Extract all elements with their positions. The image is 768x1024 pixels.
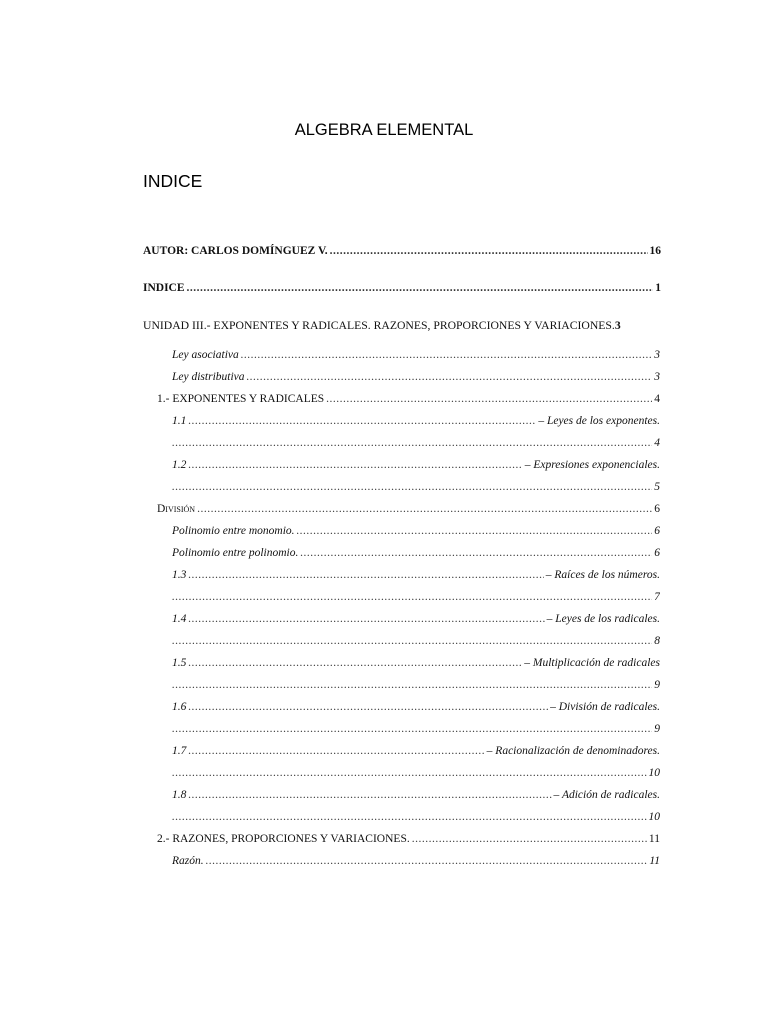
- toc-entry-1-1[interactable]: [172, 414, 660, 429]
- toc-entry-1-7-page[interactable]: [172, 766, 660, 781]
- toc-entry-suffix: – Expresiones exponenciales.: [524, 459, 660, 471]
- toc-leader-dots: [330, 244, 648, 259]
- toc-leader-dots: [188, 612, 544, 627]
- toc-entry-1-2-page[interactable]: [172, 480, 660, 495]
- toc-leader-dots: [188, 656, 522, 671]
- toc-entry-1-3[interactable]: [172, 568, 660, 583]
- toc-leader-dots: [297, 524, 653, 539]
- toc-page-number: 6: [654, 525, 660, 537]
- toc-entry-1-1-page[interactable]: [172, 436, 660, 451]
- toc-leader-dots: [247, 370, 653, 385]
- toc-entry-1-5[interactable]: [172, 656, 660, 671]
- toc-entry-label: 1.7: [172, 745, 187, 757]
- toc-entry-suffix: – Leyes de los radicales.: [546, 613, 660, 625]
- toc-page-number: 8: [654, 635, 660, 647]
- toc-entry-polinomio-monomio[interactable]: [172, 524, 660, 539]
- toc-entry-suffix: – Leyes de los exponentes.: [538, 415, 660, 427]
- toc-entry-1-6-page[interactable]: [172, 722, 660, 737]
- toc-entry-1-8-page[interactable]: [172, 810, 660, 825]
- toc-leader-dots: [197, 502, 652, 517]
- toc-entry-label: 1.1: [172, 415, 187, 427]
- toc-entry-label: Razón.: [172, 855, 204, 867]
- toc-page-number: 1: [655, 282, 661, 294]
- toc-page-number: 9: [654, 679, 660, 691]
- toc-entry-label: 1.4: [172, 613, 187, 625]
- toc-leader-dots: [172, 722, 652, 737]
- toc-leader-dots: [172, 480, 652, 495]
- toc-entry-razones-proporciones[interactable]: [157, 832, 660, 847]
- toc-entry-suffix: – Adición de radicales.: [553, 789, 660, 801]
- toc-leader-dots: [241, 348, 653, 363]
- toc-page-number: 10: [648, 767, 660, 779]
- toc-entry-polinomio-polinomio[interactable]: [172, 546, 660, 561]
- toc-entry-1-5-page[interactable]: [172, 678, 660, 693]
- toc-leader-dots: [172, 436, 652, 451]
- toc-leader-dots: [188, 414, 536, 429]
- toc-leader-dots: [326, 392, 652, 407]
- toc-page-number: 4: [654, 393, 660, 405]
- toc-entry-label: 1.3: [172, 569, 187, 581]
- toc-leader-dots: [172, 766, 647, 781]
- toc-leader-dots: [187, 281, 654, 296]
- toc-leader-dots: [172, 678, 652, 693]
- toc-entry-1-4[interactable]: [172, 612, 660, 627]
- toc-entry-indice[interactable]: [143, 281, 661, 296]
- toc-leader-dots: [188, 458, 522, 473]
- toc-page-number: 11: [649, 855, 660, 867]
- toc-entry-suffix: – División de radicales.: [550, 701, 660, 713]
- toc-entry-1-3-page[interactable]: [172, 590, 660, 605]
- toc-page-number: 3: [614, 319, 621, 332]
- toc-page-number: 3: [654, 371, 660, 383]
- toc-entry-label: 1.2: [172, 459, 187, 471]
- toc-page-number: 4: [654, 437, 660, 449]
- toc-entry-label: Polinomio entre monomio.: [172, 525, 295, 537]
- toc-entry-1-8[interactable]: [172, 788, 660, 803]
- toc-leader-dots: [206, 854, 648, 869]
- toc-entry-1-4-page[interactable]: [172, 634, 660, 649]
- toc-leader-dots: [188, 700, 548, 715]
- toc-page-number: 16: [649, 245, 661, 257]
- toc-entry-author[interactable]: [143, 244, 661, 259]
- toc-entry-label: 2.- RAZONES, PROPORCIONES Y VARIACIONES.: [157, 833, 410, 845]
- toc-page-number: 5: [654, 481, 660, 493]
- toc-entry-unidad-iii[interactable]: [143, 318, 661, 333]
- toc-entry-ley-asociativa[interactable]: [172, 348, 660, 363]
- toc-leader-dots: [300, 546, 652, 561]
- toc-entry-1-7[interactable]: [172, 744, 660, 759]
- toc-leader-dots: [188, 788, 551, 803]
- toc-entry-label: Polinomio entre polinomio.: [172, 547, 299, 559]
- toc-entry-suffix: – Multiplicación de radicales: [524, 657, 660, 669]
- index-heading: INDICE: [143, 171, 203, 191]
- toc-entry-label: AUTOR: CARLOS DOMÍNGUEZ V.: [143, 245, 328, 257]
- toc-entry-suffix: – Raíces de los números.: [545, 569, 660, 581]
- toc-page-number: 6: [654, 503, 660, 515]
- toc-entry-1-6[interactable]: [172, 700, 660, 715]
- toc-leader-dots: [172, 590, 652, 605]
- toc-entry-label: Ley distributiva: [172, 371, 245, 383]
- toc-entry-razon[interactable]: [172, 854, 660, 869]
- toc-entry-label: Ley asociativa: [172, 349, 239, 361]
- toc-leader-dots: [188, 568, 543, 583]
- toc-leader-dots: [188, 744, 484, 759]
- toc-leader-dots: [172, 634, 652, 649]
- toc-page-number: 3: [654, 349, 660, 361]
- toc-leader-dots: [172, 810, 647, 825]
- toc-entry-label: UNIDAD III.- EXPONENTES Y RADICALES. RAZONES, PROPORCIONES Y VARIACIONES.: [143, 319, 615, 332]
- toc-entry-division[interactable]: [157, 502, 660, 517]
- toc-page-number: 10: [648, 811, 660, 823]
- toc-entry-ley-distributiva[interactable]: [172, 370, 660, 385]
- toc-entry-label: División: [157, 503, 196, 515]
- toc-entry-label: 1.8: [172, 789, 187, 801]
- toc-entry-label: INDICE: [143, 282, 185, 294]
- toc-page-number: 9: [654, 723, 660, 735]
- toc-entry-label: 1.6: [172, 701, 187, 713]
- toc-page-number: 6: [654, 547, 660, 559]
- toc-entry-label: 1.5: [172, 657, 187, 669]
- toc-leader-dots: [412, 832, 647, 847]
- toc-entry-label: 1.- EXPONENTES Y RADICALES: [157, 393, 325, 405]
- toc-page-number: 7: [654, 591, 660, 603]
- toc-entry-suffix: – Racionalización de denominadores.: [486, 745, 660, 757]
- toc-page-number: 11: [648, 833, 660, 845]
- toc-entry-exponentes-radicales[interactable]: [157, 392, 660, 407]
- document-title: ALGEBRA ELEMENTAL: [294, 121, 474, 139]
- toc-entry-1-2[interactable]: [172, 458, 660, 473]
